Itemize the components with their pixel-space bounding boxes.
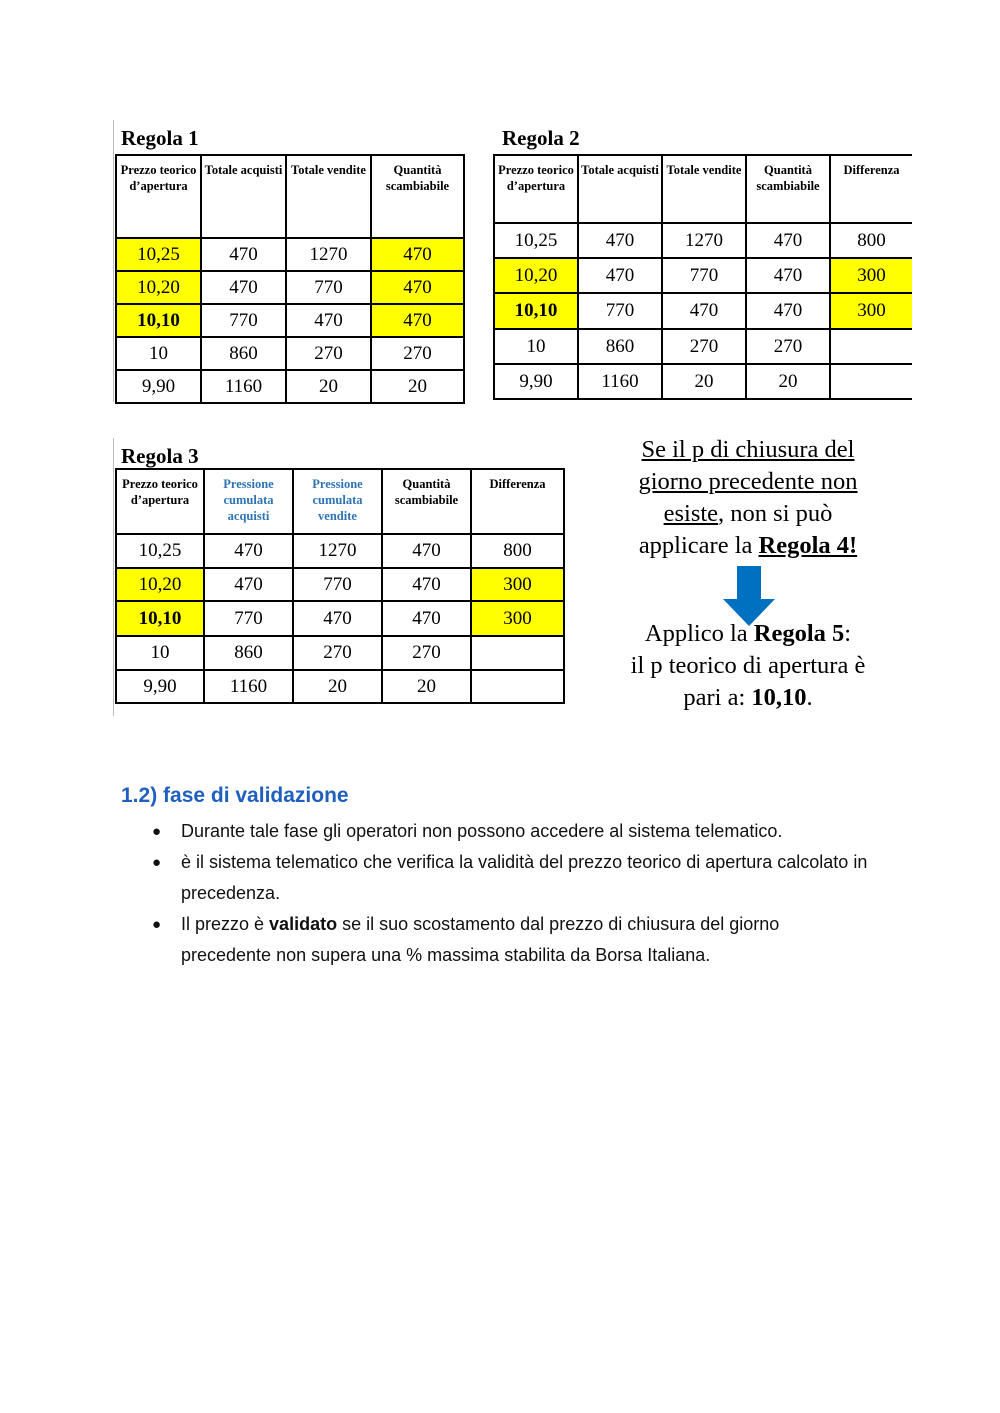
regola-3-title: Regola 3 (121, 444, 199, 468)
header-pressione-vendite: Pressione cumulata vendite (293, 469, 382, 534)
table-cell: 10,20 (494, 258, 578, 293)
table-cell: 470 (578, 223, 662, 258)
header-totale-acquisti: Totale acquisti (201, 155, 286, 238)
table-cell (471, 670, 564, 703)
table-cell: 10,10 (116, 601, 204, 636)
regola-3-block (113, 438, 565, 716)
bullet-icon: ● (152, 823, 162, 840)
table-cell: 470 (578, 258, 662, 293)
divider (113, 120, 114, 402)
table-row (494, 223, 912, 258)
table-cell: 470 (204, 568, 293, 601)
table-cell: 300 (830, 258, 912, 293)
table-cell: 270 (662, 329, 746, 364)
header-prezzo: Prezzo teorico d’apertura (116, 469, 204, 534)
table-cell: 770 (578, 293, 662, 329)
regola-2-title: Regola 2 (502, 126, 580, 150)
table-row (494, 329, 912, 364)
table-cell: 770 (286, 271, 371, 304)
note-text: : (844, 620, 852, 647)
table-cell: 470 (382, 568, 471, 601)
table-cell: 10,25 (116, 534, 204, 568)
regola-5-note (600, 618, 896, 714)
table-cell: 1160 (578, 364, 662, 399)
table-cell: 770 (204, 601, 293, 636)
table-cell: 860 (201, 337, 286, 370)
table-cell: 10,10 (116, 304, 201, 337)
note-result: 10,10 (751, 684, 807, 711)
list-item (148, 816, 868, 847)
table-cell: 860 (578, 329, 662, 364)
table-cell: 470 (204, 534, 293, 568)
note-esiste: esiste (663, 500, 719, 527)
table-cell: 300 (830, 293, 912, 329)
note-line: il p teorico di apertura è (630, 652, 866, 679)
table-cell (830, 364, 912, 399)
note-line: Se il p di chiusura del (641, 436, 855, 463)
table-cell: 800 (830, 223, 912, 258)
regola-4-note (600, 434, 896, 562)
table-row (116, 568, 564, 601)
table-cell: 10,20 (116, 568, 204, 601)
table-cell (471, 636, 564, 670)
list-item-text: Durante tale fase gli operatori non possono accedere al sistema telematico. (181, 821, 783, 841)
header-differenza: Differenza (830, 155, 912, 223)
table-cell: 470 (293, 601, 382, 636)
regola-2-table (493, 154, 912, 400)
table-header-row (494, 155, 912, 223)
table-cell: 1160 (204, 670, 293, 703)
table-row (116, 370, 464, 403)
table-row (116, 670, 564, 703)
table-cell: 300 (471, 568, 564, 601)
regola-2-block (492, 120, 912, 402)
table-cell: 1270 (662, 223, 746, 258)
table-cell: 20 (286, 370, 371, 403)
table-cell: 10,20 (116, 271, 201, 304)
regola-1-block (113, 120, 465, 402)
table-cell: 470 (382, 534, 471, 568)
header-prezzo: Prezzo teorico d’apertura (494, 155, 578, 223)
note-text: Applico la (644, 620, 754, 647)
table-cell: 9,90 (116, 670, 204, 703)
table-cell: 470 (662, 293, 746, 329)
table-cell: 270 (293, 636, 382, 670)
header-prezzo: Prezzo teorico d’apertura (116, 155, 201, 238)
table-cell: 270 (371, 337, 464, 370)
table-cell: 10 (116, 636, 204, 670)
note-line (600, 682, 896, 714)
table-cell: 470 (746, 258, 830, 293)
table-row (116, 601, 564, 636)
header-totale-acquisti: Totale acquisti (578, 155, 662, 223)
header-quantita: Quantità scambiabile (746, 155, 830, 223)
table-cell: 470 (201, 271, 286, 304)
table-cell: 470 (286, 304, 371, 337)
regola-1-title: Regola 1 (121, 126, 199, 150)
table-cell: 1270 (293, 534, 382, 568)
list-item-text: è il sistema telematico che verifica la validità del prezzo teorico di apertura calcolato in precedenza. (181, 852, 868, 903)
table-row (116, 337, 464, 370)
note-line (600, 498, 896, 530)
list-item (148, 909, 868, 971)
table-cell: 770 (662, 258, 746, 293)
note-text: applicare la (638, 532, 759, 559)
header-differenza: Differenza (471, 469, 564, 534)
list-item-text: se il suo scostamento dal prezzo di chiusura del giorno precedente non supera una % massima stabilita da Borsa Italiana. (181, 914, 780, 965)
table-cell: 470 (746, 223, 830, 258)
bullet-icon: ● (152, 854, 162, 871)
bullet-list (148, 816, 868, 971)
table-cell: 800 (471, 534, 564, 568)
table-cell: 20 (371, 370, 464, 403)
table-cell: 1160 (201, 370, 286, 403)
table-cell: 770 (201, 304, 286, 337)
table-cell: 470 (371, 304, 464, 337)
table-row (116, 238, 464, 271)
table-cell: 270 (286, 337, 371, 370)
section-title: 1.2) fase di validazione (121, 784, 349, 807)
table-cell: 470 (746, 293, 830, 329)
table-cell: 470 (371, 271, 464, 304)
note-text: pari a: (683, 684, 752, 711)
table-cell: 270 (746, 329, 830, 364)
table-header-row (116, 155, 464, 238)
regola-1-table (115, 154, 465, 404)
divider (113, 438, 114, 716)
table-cell: 300 (471, 601, 564, 636)
header-totale-vendite: Totale vendite (286, 155, 371, 238)
list-item (148, 847, 868, 909)
regola-3-table (115, 468, 565, 704)
table-row (116, 271, 464, 304)
table-cell (830, 329, 912, 364)
list-item-bold: validato (269, 914, 338, 934)
table-cell: 470 (371, 238, 464, 271)
list-item-text: Il prezzo è (181, 914, 270, 934)
header-quantita: Quantità scambiabile (371, 155, 464, 238)
table-cell: 10 (116, 337, 201, 370)
table-row (494, 293, 912, 329)
table-row (494, 364, 912, 399)
table-cell: 10,25 (494, 223, 578, 258)
table-cell: 10,10 (494, 293, 578, 329)
note-line (600, 618, 896, 650)
arrow-down-icon (723, 566, 775, 626)
table-cell: 10,25 (116, 238, 201, 271)
table-row (116, 534, 564, 568)
note-regola-5: Regola 5 (753, 620, 845, 647)
table-cell: 770 (293, 568, 382, 601)
note-line: giorno precedente non (638, 468, 858, 495)
table-cell: 20 (293, 670, 382, 703)
header-totale-vendite: Totale vendite (662, 155, 746, 223)
table-cell: 9,90 (494, 364, 578, 399)
note-regola-4: Regola 4! (758, 532, 858, 559)
table-cell: 270 (382, 636, 471, 670)
table-cell: 20 (382, 670, 471, 703)
table-cell: 20 (746, 364, 830, 399)
header-pressione-acquisti: Pressione cumulata acquisti (204, 469, 293, 534)
table-cell: 470 (201, 238, 286, 271)
table-header-row (116, 469, 564, 534)
table-row (116, 636, 564, 670)
note-text: , non si può (718, 500, 833, 527)
table-row (494, 258, 912, 293)
table-cell: 860 (204, 636, 293, 670)
table-cell: 9,90 (116, 370, 201, 403)
header-quantita: Quantità scambiabile (382, 469, 471, 534)
table-cell: 20 (662, 364, 746, 399)
table-cell: 1270 (286, 238, 371, 271)
note-text: . (806, 684, 813, 711)
table-cell: 470 (382, 601, 471, 636)
bullet-icon: ● (152, 916, 162, 933)
table-cell: 10 (494, 329, 578, 364)
note-line (600, 530, 896, 562)
table-row (116, 304, 464, 337)
